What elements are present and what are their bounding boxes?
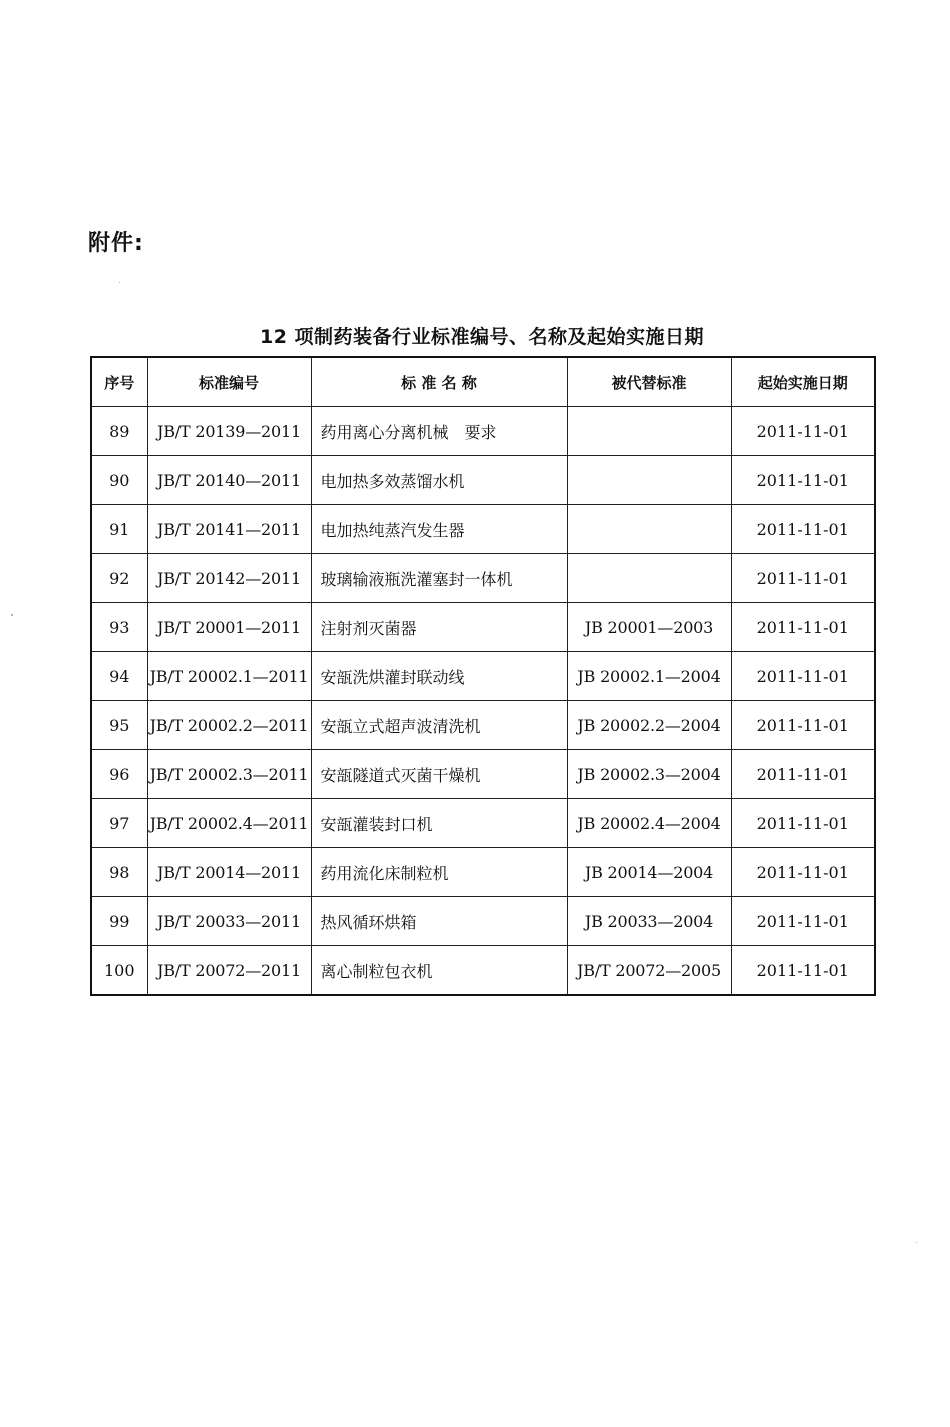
table-row	[91, 407, 875, 456]
cell-standard-name: 安瓿隧道式灭菌干燥机	[311, 750, 567, 799]
cell-serial-no: 94	[91, 652, 147, 701]
cell-standard-name: 药用流化床制粒机	[311, 848, 567, 897]
cell-effective-date: 2011-11-01	[731, 799, 875, 848]
cell-effective-date: 2011-11-01	[731, 750, 875, 799]
cell-replaced-standard: JB 20014—2004	[567, 848, 731, 897]
document-title: 12 项制药装备行业标准编号、名称及起始实施日期	[259, 326, 705, 348]
cell-standard-code: JB/T 20014—2011	[147, 848, 311, 897]
cell-serial-no: 89	[91, 407, 147, 456]
cell-replaced-standard	[567, 456, 731, 505]
cell-effective-date: 2011-11-01	[731, 554, 875, 603]
table-row	[91, 799, 875, 848]
cell-replaced-standard	[567, 554, 731, 603]
scan-speck	[916, 1242, 917, 1243]
table-row	[91, 946, 875, 996]
cell-serial-no: 100	[91, 946, 147, 996]
header-standard-code: 标准编号	[147, 357, 311, 407]
cell-standard-code: JB/T 20002.1—2011	[147, 652, 311, 701]
cell-serial-no: 97	[91, 799, 147, 848]
cell-serial-no: 90	[91, 456, 147, 505]
table-row	[91, 652, 875, 701]
cell-standard-code: JB/T 20141—2011	[147, 505, 311, 554]
cell-serial-no: 93	[91, 603, 147, 652]
attachment-label: 附件:	[88, 231, 144, 256]
cell-serial-no: 96	[91, 750, 147, 799]
cell-effective-date: 2011-11-01	[731, 407, 875, 456]
header-effective-date: 起始实施日期	[731, 357, 875, 407]
table-row	[91, 701, 875, 750]
cell-effective-date: 2011-11-01	[731, 701, 875, 750]
cell-replaced-standard: JB/T 20072—2005	[567, 946, 731, 996]
cell-replaced-standard: JB 20033—2004	[567, 897, 731, 946]
cell-standard-name: 注射剂灭菌器	[311, 603, 567, 652]
cell-standard-code: JB/T 20139—2011	[147, 407, 311, 456]
standards-table	[90, 356, 876, 996]
cell-replaced-standard: JB 20002.4—2004	[567, 799, 731, 848]
header-standard-name: 标 准 名 称	[311, 357, 567, 407]
cell-standard-code: JB/T 20033—2011	[147, 897, 311, 946]
cell-effective-date: 2011-11-01	[731, 652, 875, 701]
cell-standard-name: 电加热多效蒸馏水机	[311, 456, 567, 505]
cell-standard-name: 药用离心分离机械 要求	[311, 407, 567, 456]
cell-standard-name: 安瓿灌装封口机	[311, 799, 567, 848]
header-serial-no: 序号	[91, 357, 147, 407]
cell-standard-code: JB/T 20002.3—2011	[147, 750, 311, 799]
cell-effective-date: 2011-11-01	[731, 946, 875, 996]
table-row	[91, 554, 875, 603]
cell-standard-code: JB/T 20001—2011	[147, 603, 311, 652]
table-row	[91, 603, 875, 652]
cell-replaced-standard	[567, 505, 731, 554]
cell-serial-no: 98	[91, 848, 147, 897]
cell-effective-date: 2011-11-01	[731, 848, 875, 897]
table-row	[91, 848, 875, 897]
table-header-row	[91, 357, 875, 407]
cell-standard-code: JB/T 20072—2011	[147, 946, 311, 996]
cell-serial-no: 92	[91, 554, 147, 603]
scan-speck	[11, 614, 13, 616]
cell-standard-name: 安瓿立式超声波清洗机	[311, 701, 567, 750]
cell-standard-name: 安瓿洗烘灌封联动线	[311, 652, 567, 701]
cell-serial-no: 99	[91, 897, 147, 946]
cell-effective-date: 2011-11-01	[731, 897, 875, 946]
cell-replaced-standard: JB 20002.2—2004	[567, 701, 731, 750]
cell-effective-date: 2011-11-01	[731, 505, 875, 554]
cell-serial-no: 95	[91, 701, 147, 750]
header-replaced-standard: 被代替标准	[567, 357, 731, 407]
scan-speck	[119, 282, 120, 283]
cell-standard-name: 热风循环烘箱	[311, 897, 567, 946]
cell-effective-date: 2011-11-01	[731, 603, 875, 652]
cell-standard-code: JB/T 20002.2—2011	[147, 701, 311, 750]
cell-standard-name: 离心制粒包衣机	[311, 946, 567, 996]
table-row	[91, 456, 875, 505]
cell-standard-name: 玻璃输液瓶洗灌塞封一体机	[311, 554, 567, 603]
cell-serial-no: 91	[91, 505, 147, 554]
cell-standard-code: JB/T 20002.4—2011	[147, 799, 311, 848]
cell-standard-name: 电加热纯蒸汽发生器	[311, 505, 567, 554]
table-row	[91, 750, 875, 799]
cell-standard-code: JB/T 20142—2011	[147, 554, 311, 603]
cell-replaced-standard	[567, 407, 731, 456]
cell-replaced-standard: JB 20001—2003	[567, 603, 731, 652]
table-row	[91, 897, 875, 946]
cell-replaced-standard: JB 20002.3—2004	[567, 750, 731, 799]
table-row	[91, 505, 875, 554]
cell-standard-code: JB/T 20140—2011	[147, 456, 311, 505]
cell-effective-date: 2011-11-01	[731, 456, 875, 505]
cell-replaced-standard: JB 20002.1—2004	[567, 652, 731, 701]
